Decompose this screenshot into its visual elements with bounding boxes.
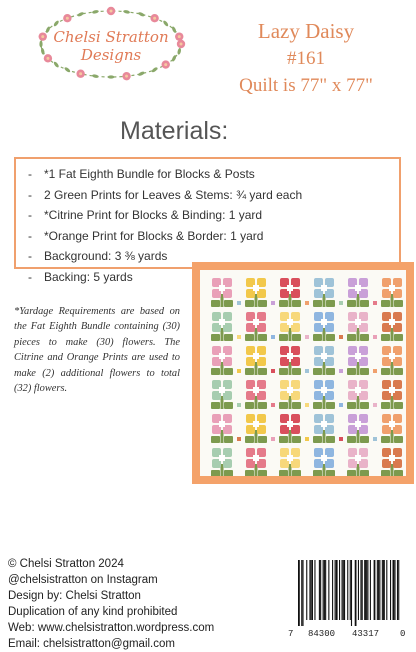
barcode-bar	[351, 560, 352, 626]
logo-line-1: Chelsi Stratton	[53, 28, 169, 46]
bullet-dash: -	[28, 187, 32, 202]
quilt-post	[271, 335, 275, 339]
barcode-bar	[377, 560, 378, 620]
wreath-leaf	[53, 20, 60, 27]
barcode	[288, 558, 408, 644]
quilt-flowers	[200, 270, 406, 476]
barcode-bar	[390, 560, 391, 620]
barcode-bar	[323, 560, 324, 620]
quilt-post	[373, 335, 377, 339]
yardage-note: *Yardage Requirements are based on the Fat Eighth Bundle containing (30) pieces to make (30) flowers. The Citrine and Orange Prints are used to make (2) additional flowers to total (32) flowers.	[14, 306, 180, 395]
copyright-text: © Chelsi Stratton 2024	[8, 558, 124, 570]
website-link: Web: www.chelsistratton.wordpress.com	[8, 622, 215, 634]
barcode-bars-icon	[294, 560, 404, 626]
barcode-bar	[347, 560, 348, 620]
quilt-post	[373, 437, 377, 441]
quilt-post	[305, 437, 309, 441]
barcode-bar	[383, 560, 385, 620]
barcode-bar	[339, 560, 340, 620]
barcode-bar	[298, 560, 300, 626]
bullet-dash: -	[28, 249, 32, 263]
barcode-bar	[379, 560, 380, 620]
materials-box	[14, 157, 401, 284]
quilt-post	[373, 403, 377, 407]
barcode-bar	[311, 560, 312, 620]
duplication-notice: Duplication of any kind prohibited	[8, 606, 178, 618]
quilt-post	[339, 437, 343, 441]
quilt-post	[305, 301, 309, 305]
pattern-name: Lazy Daisy	[257, 19, 355, 43]
barcode-bar	[370, 560, 371, 620]
wreath-leaf	[92, 74, 99, 79]
barcode-bar	[393, 560, 395, 620]
wreath-leaf	[108, 75, 115, 78]
barcode-bar	[336, 560, 338, 620]
barcode-bar	[301, 560, 302, 626]
barcode-bar	[367, 560, 368, 620]
barcode-bar	[386, 560, 387, 620]
designer-credit: Design by: Chelsi Stratton	[8, 590, 141, 602]
quilt-post	[237, 335, 241, 339]
material-item: - *1 Fat Eighth Bundle for Blocks & Posts	[28, 164, 399, 185]
barcode-bar	[358, 560, 359, 620]
materials-heading: Materials:	[120, 117, 229, 145]
barcode-bar	[342, 560, 343, 620]
barcode-bar	[366, 560, 367, 620]
barcode-bar	[394, 560, 395, 620]
barcode-bar	[324, 560, 325, 620]
email-link: Email: chelsistratton@gmail.com	[8, 638, 175, 650]
bullet-dash: -	[28, 269, 32, 284]
material-item: - Backing: 5 yards	[28, 267, 399, 288]
barcode-bar	[364, 560, 366, 620]
quilt-post	[339, 335, 343, 339]
quilt-post	[339, 301, 343, 305]
barcode-bar	[319, 560, 320, 620]
wreath-leaf	[151, 66, 158, 73]
barcode-bar	[314, 560, 315, 620]
barcode-digit-2: 0	[400, 629, 406, 639]
quilt-post	[237, 437, 241, 441]
barcode-bar	[344, 560, 345, 620]
barcode-bar	[398, 560, 399, 620]
quilt-post	[305, 369, 309, 373]
barcode-bar	[312, 560, 313, 620]
material-item: - Background: 3 ⅜ yards	[28, 246, 399, 267]
wreath-leaf	[138, 11, 146, 17]
quilt-post	[271, 403, 275, 407]
barcode-bar	[335, 560, 336, 620]
quilt-size: Quilt is 77" x 77"	[239, 75, 373, 96]
quilt-post	[237, 301, 241, 305]
barcode-bar	[320, 560, 321, 620]
barcode-group-1: 84300	[308, 629, 336, 639]
quilt-post	[373, 301, 377, 305]
quilt-post	[373, 369, 377, 373]
barcode-bar	[362, 560, 363, 620]
wreath-leaf	[92, 10, 99, 15]
wreath-leaf	[64, 66, 71, 73]
quilt-post	[237, 369, 241, 373]
bullet-dash: -	[28, 228, 32, 243]
pattern-number: #161	[287, 48, 325, 69]
barcode-bar	[382, 560, 383, 620]
pattern-title-block	[216, 18, 396, 99]
logo-line-2: Designs	[80, 46, 142, 64]
quilt-post	[271, 301, 275, 305]
bullet-dash: -	[28, 208, 32, 222]
wreath-leaf	[77, 11, 85, 17]
wreath-leaf	[123, 10, 130, 15]
quilt-post	[339, 403, 343, 407]
quilt-post	[305, 335, 309, 339]
quilt-post	[271, 369, 275, 373]
barcode-bar	[350, 560, 351, 620]
material-item: - *Orange Print for Blocks & Border: 1 yard	[28, 226, 399, 247]
barcode-bar	[378, 560, 379, 620]
barcode-group-2: 43317	[352, 629, 380, 639]
brand-logo	[34, 4, 188, 86]
quilt-post	[271, 437, 275, 441]
quilt-post	[305, 403, 309, 407]
instagram-handle: @chelsistratton on Instagram	[8, 574, 158, 586]
quilt-background	[200, 270, 406, 476]
quilt-post	[237, 403, 241, 407]
barcode-bar	[360, 560, 361, 620]
barcode-bar	[355, 560, 357, 626]
barcode-bar	[397, 560, 398, 620]
barcode-bar	[325, 560, 326, 620]
wreath-leaf	[138, 71, 146, 77]
bullet-dash: -	[28, 167, 32, 181]
barcode-bar	[374, 560, 376, 620]
footer-info	[8, 556, 278, 652]
barcode-bar	[302, 560, 303, 626]
barcode-bar	[328, 560, 329, 620]
barcode-bar	[309, 560, 310, 620]
quilt-post	[339, 369, 343, 373]
material-item: - 2 Green Prints for Leaves & Stems: ¾ yard each	[28, 185, 399, 206]
barcode-bar	[306, 560, 307, 620]
quilt-image	[192, 262, 414, 484]
barcode-digit-1: 7	[288, 629, 294, 639]
wreath-leaf	[162, 20, 169, 27]
barcode-bar	[343, 560, 344, 620]
barcode-bar	[332, 560, 333, 620]
material-item: - *Citrine Print for Blocks & Binding: 1 yard	[28, 205, 399, 226]
